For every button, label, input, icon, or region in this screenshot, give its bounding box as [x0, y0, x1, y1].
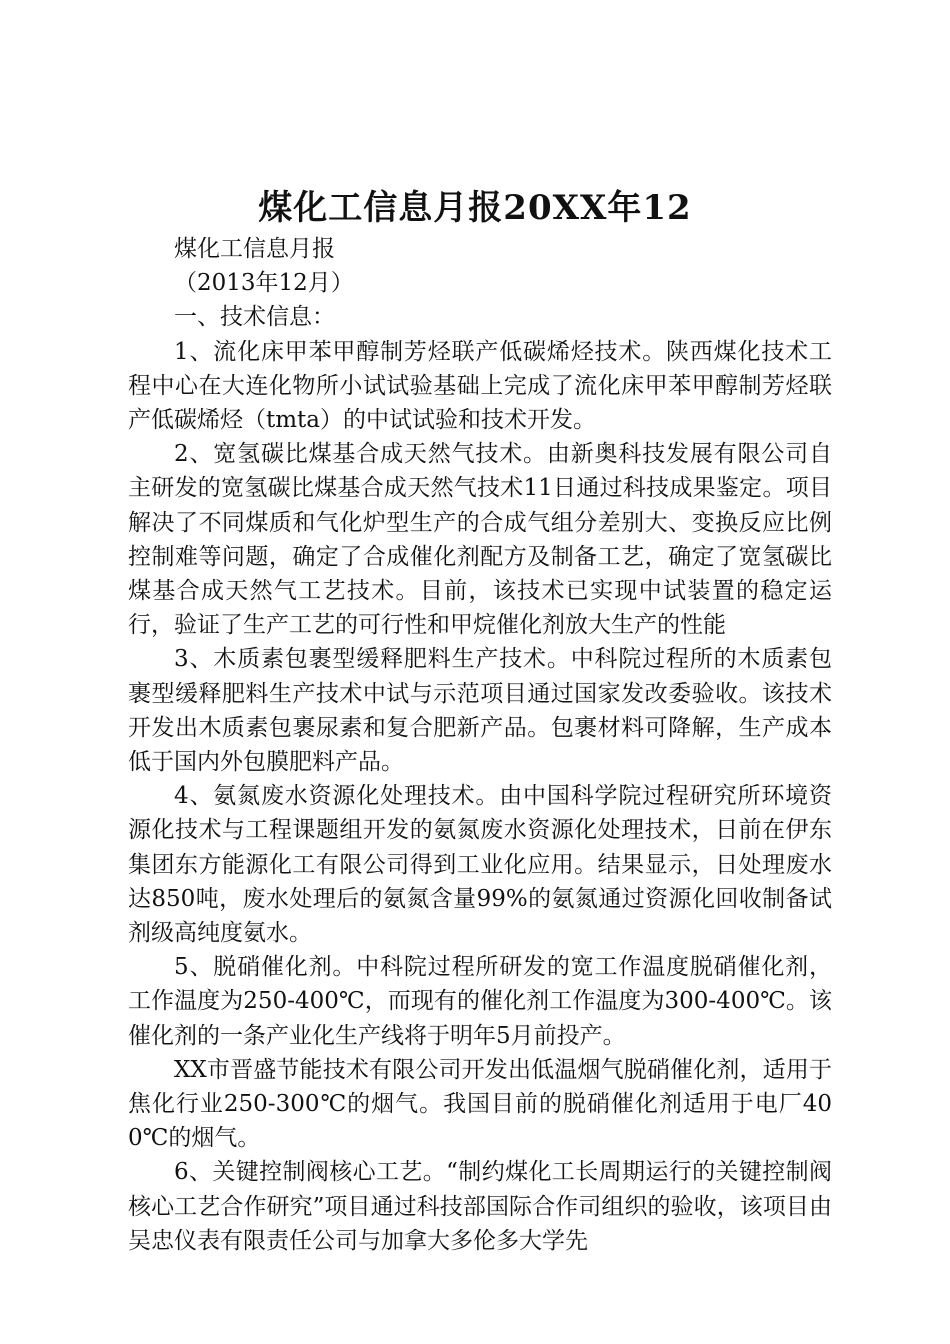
paragraph-item-5: 5、脱硝催化剂。中科院过程所研发的宽工作温度脱硝催化剂，工作温度为250-400℃，而现有的催化剂工作温度为300-400℃。该催化剂的一条产业化生产线将于明年5月前投产。 [128, 954, 832, 1049]
paragraph-item-1: 1、流化床甲苯甲醇制芳烃联产低碳烯烃技术。陕西煤化技术工程中心在大连化物所小试试验基础上完成了流化床甲苯甲醇制芳烃联产低碳烯烃（tmta）的中试试验和技术开发。 [128, 338, 832, 434]
paragraph-item-4: 4、氨氮废水资源化处理技术。由中国科学院过程研究所环境资源化技术与工程课题组开发的氨氮废水资源化处理技术，日前在伊东集团东方能源化工有限公司得到工业化应用。结果显示，日处理废水达850吨，废水处理后的氨氮含量99%的氨氮通过资源化回收制备试剂级高纯度氨水。 [128, 783, 832, 947]
paragraph-date: （2013年12月） [174, 270, 354, 297]
paragraph-item-2: 2、宽氢碳比煤基合成天然气技术。由新奥科技发展有限公司自主研发的宽氢碳比煤基合成天然气技术11日通过科技成果鉴定。项目解决了不同煤质和气化炉型生产的合成气组分差别大、变换反应比例控制难等问题，确定了合成催化剂配方及制备工艺，确定了宽氢碳比煤基合成天然气工艺技术。目前，该技术已实现中试装置的稳定运行，验证了生产工艺的可行性和甲烷催化剂放大生产的性能 [128, 441, 832, 639]
paragraph-section-heading: 一、技术信息： [174, 304, 335, 331]
paragraph-subtitle: 煤化工信息月报 [174, 236, 335, 262]
paragraph-item-6: 6、关键控制阀核心工艺。“制约煤化工长周期运行的关键控制阀核心工艺合作研究”项目通过科技部国际合作司组织的验收，该项目由吴忠仪表有限责任公司与加拿大多伦多大学先 [128, 1159, 832, 1254]
document-title: 煤化工信息月报20XX年12 [258, 188, 692, 228]
paragraph-item-3: 3、木质素包裹型缓释肥料生产技术。中科院过程所的木质素包裹型缓释肥料生产技术中试与示范项目通过国家发改委验收。该技术开发出木质素包裹尿素和复合肥新产品。包裹材料可降解，生产成本低于国内外包膜肥料产品。 [128, 646, 832, 776]
document-body [128, 232, 832, 1258]
paragraph-item-5-extra: XX市晋盛节能技术有限公司开发出低温烟气脱硝催化剂，适用于焦化行业250-300℃的烟气。我国目前的脱硝催化剂适用于电厂400℃的烟气。 [128, 1056, 832, 1152]
